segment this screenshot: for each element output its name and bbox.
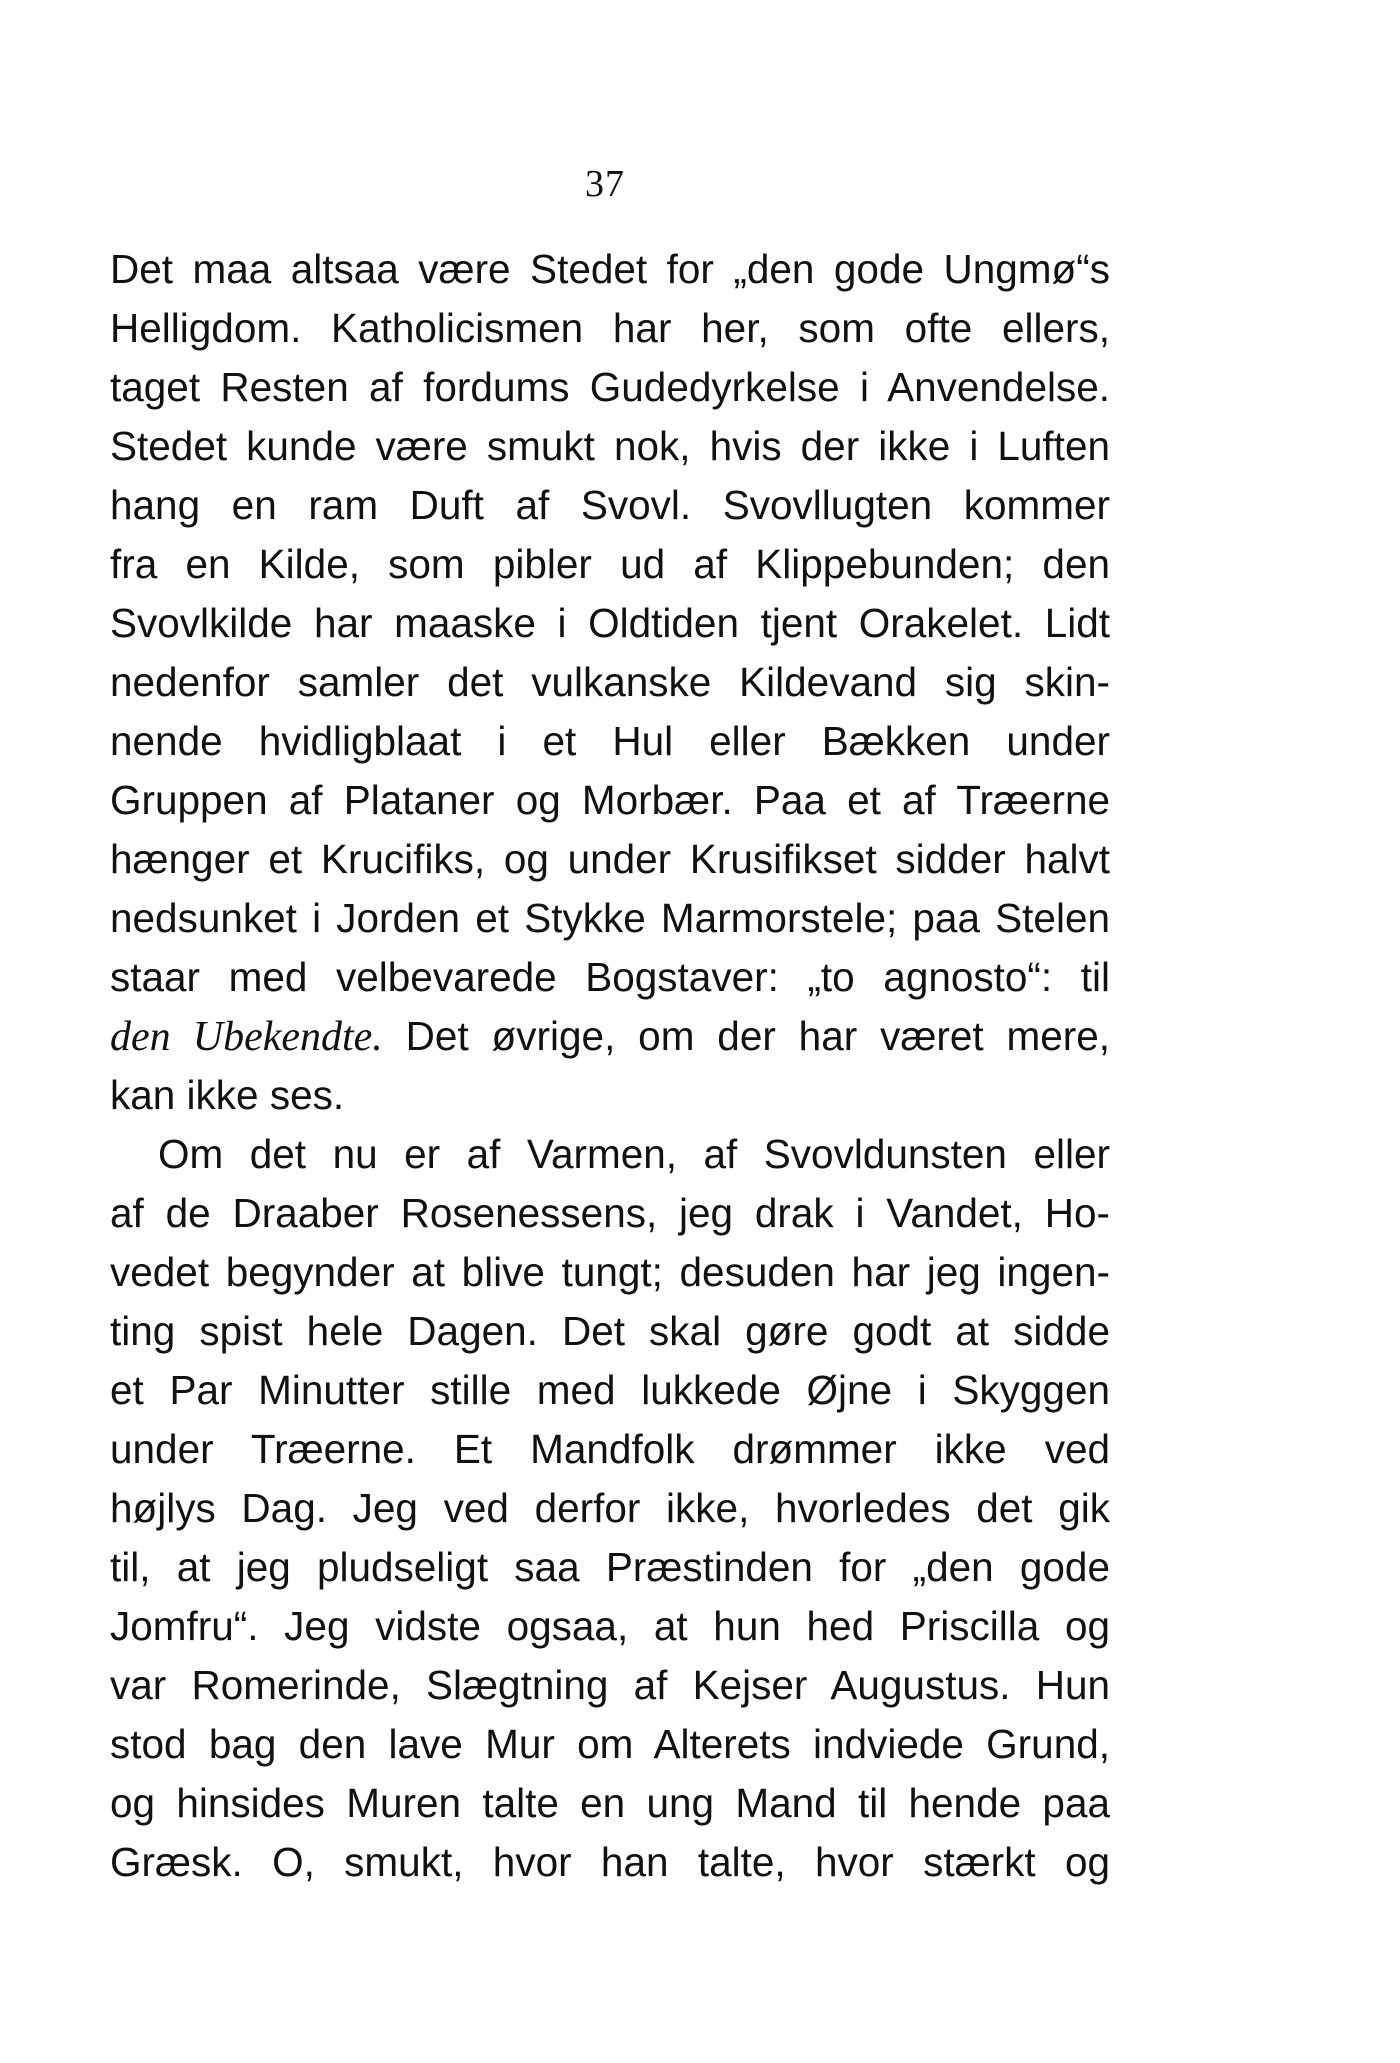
text-line: vedet begynder at blive tungt; desuden har jeg ingen- <box>110 1249 1110 1295</box>
text-line: under Træerne. Et Mandfolk drømmer ikke ved <box>110 1426 1110 1472</box>
text-line: Helligdom. Katholicismen har her, som ofte ellers, <box>110 305 1110 351</box>
text-line: stod bag den lave Mur om Alterets indviede Grund, <box>110 1721 1110 1767</box>
body-text <box>110 240 1110 1892</box>
text-line: Gruppen af Plataner og Morbær. Paa et af Træerne <box>110 777 1110 823</box>
text-line-rest: Det øvrige, om der har været mere, <box>382 1013 1110 1059</box>
text-line: ting spist hele Dagen. Det skal gøre godt at sidde <box>110 1308 1110 1354</box>
text-line: af de Draaber Rosenessens, jeg drak i Vandet, Ho- <box>110 1190 1110 1236</box>
text-line: hænger et Krucifiks, og under Krusifikset sidder halvt <box>110 836 1110 882</box>
text-line: et Par Minutter stille med lukkede Øjne i Skyggen <box>110 1367 1110 1413</box>
text-line-italic-start <box>110 1007 1110 1066</box>
text-line: nedenfor samler det vulkanske Kildevand sig skin- <box>110 659 1110 705</box>
text-line: til, at jeg pludseligt saa Præstinden for „den gode <box>110 1544 1110 1590</box>
text-line: nende hvidligblaat i et Hul eller Bækken under <box>110 718 1110 764</box>
text-line: fra en Kilde, som pibler ud af Klippebunden; den <box>110 541 1110 587</box>
text-line-indented: Om det nu er af Varmen, af Svovldunsten eller <box>158 1131 1110 1177</box>
text-line-last: kan ikke ses. <box>110 1072 345 1118</box>
paragraph-1 <box>110 240 1110 1125</box>
text-line: Det maa altsaa være Stedet for „den gode Ungmø“s <box>110 246 1110 292</box>
page-number: 37 <box>585 163 625 205</box>
text-line: nedsunket i Jorden et Stykke Marmorstele; paa Stelen <box>110 895 1110 941</box>
text-line: taget Resten af fordums Gudedyrkelse i Anvendelse. <box>110 364 1110 410</box>
text-line: Jomfru“. Jeg vidste ogsaa, at hun hed Priscilla og <box>110 1603 1110 1649</box>
paragraph-2 <box>110 1125 1110 1892</box>
text-line: var Romerinde, Slægtning af Kejser Augustus. Hun <box>110 1662 1110 1708</box>
text-line: staar med velbevarede Bogstaver: „to agnosto“: til <box>110 954 1110 1000</box>
italic-phrase: den Ubekendte. <box>110 1014 383 1060</box>
text-line: og hinsides Muren talte en ung Mand til hende paa <box>110 1780 1110 1826</box>
text-line: hang en ram Duft af Svovl. Svovllugten kommer <box>110 482 1110 528</box>
text-line: Stedet kunde være smukt nok, hvis der ikke i Luften <box>110 423 1110 469</box>
text-line: Græsk. O, smukt, hvor han talte, hvor stærkt og <box>110 1839 1110 1885</box>
text-line: højlys Dag. Jeg ved derfor ikke, hvorledes det gik <box>110 1485 1110 1531</box>
text-line: Svovlkilde har maaske i Oldtiden tjent Orakelet. Lidt <box>110 600 1110 646</box>
